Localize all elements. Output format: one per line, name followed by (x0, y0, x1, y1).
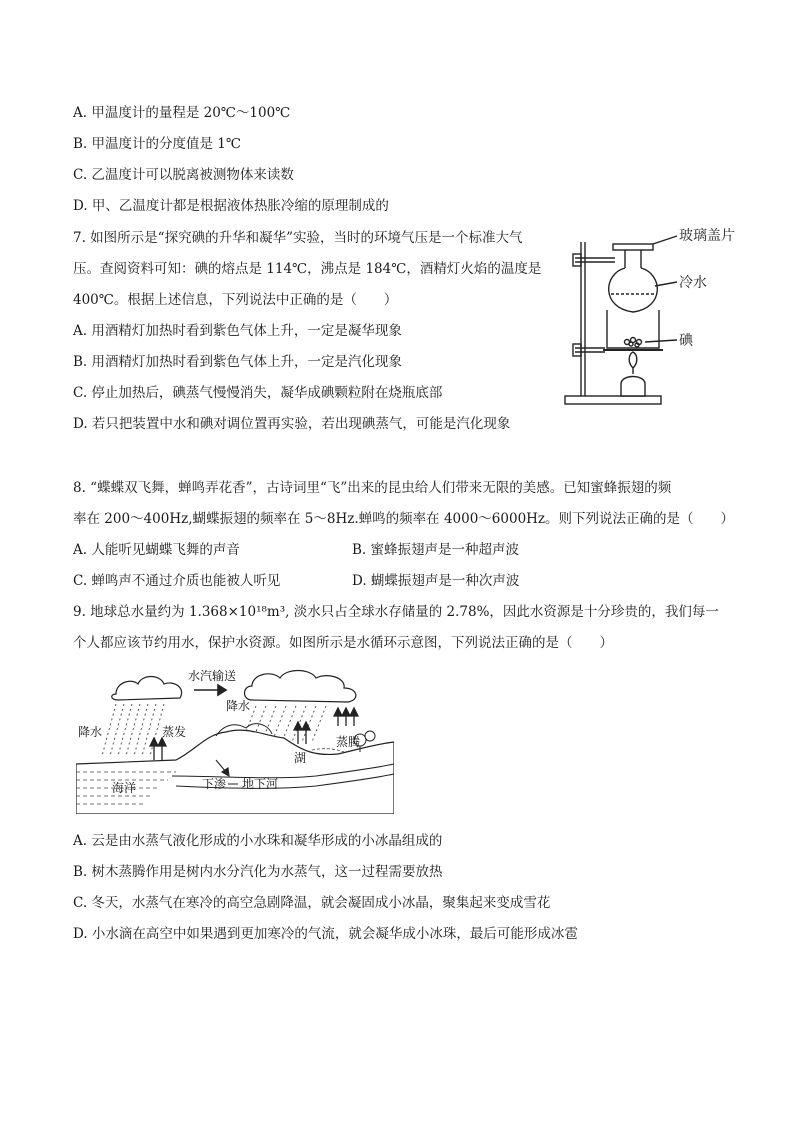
q7-stem-line-3: 400℃。根据上述信息，下列说法中正确的是（ ） (73, 292, 398, 308)
label-cold-water: 冷水 (679, 275, 707, 291)
q7-stem-line-1: 7. 如图所示是“探究碘的升华和凝华”实验，当时的环境气压是一个标准大气 (73, 230, 523, 246)
q9-option-c: C. 冬天，水蒸气在寒冷的高空急剧降温，就会凝固成小冰晶，聚集起来变成雪花 (73, 895, 551, 911)
q7-option-a: A. 用酒精灯加热时看到紫色气体上升，一定是凝华现象 (73, 323, 402, 339)
q6-option-a: A. 甲温度计的量程是 20℃～100℃ (73, 105, 291, 121)
label-iodine: 碘 (679, 333, 693, 349)
q8-stem-line-1: 8. “蝶蝶双飞舞，蝉鸣弄花香”，古诗词里“飞”出来的昆虫给人们带来无限的美感。已知蜜蜂振翅的频 (73, 480, 672, 496)
label-seepage: 下渗 (202, 777, 227, 791)
q8-option-a: A. 人能听见蝴蝶飞舞的声音 (73, 542, 240, 558)
water-cycle-figure (76, 664, 394, 814)
label-lake: 湖 (294, 751, 307, 765)
q8-option-c: C. 蝉鸣声不通过介质也能被人听见 (73, 573, 281, 589)
q7-option-c: C. 停止加热后，碘蒸气慢慢消失，凝华成碘颗粒附在烧瓶底部 (73, 385, 443, 401)
q6-option-d: D. 甲、乙温度计都是根据液体热胀冷缩的原理制成的 (73, 198, 389, 214)
q9-stem-line-1: 9. 地球总水量约为 1.368×10¹⁸m³, 淡水只占全球水存储量的 2.78%，因此水资源是十分珍贵的，我们每一 (73, 604, 719, 620)
q8-option-d: D. 蝴蝶振翅声是一种次声波 (352, 573, 520, 589)
q7-stem-line-2: 压。查阅资料可知：碘的熔点是 114℃，沸点是 184℃，酒精灯火焰的温度是 (73, 261, 542, 277)
q7-option-b: B. 用酒精灯加热时看到紫色气体上升，一定是汽化现象 (73, 354, 403, 370)
q9-option-a: A. 云是由水蒸气液化形成的小水珠和凝华形成的小冰晶组成的 (73, 833, 443, 849)
q9-stem-line-2: 个人都应该节约用水，保护水资源。如图所示是水循环示意图，下列说法正确的是（ ） (73, 635, 613, 651)
q9-option-d: D. 小水滴在高空中如果遇到更加寒冷的气流，就会凝华成小冰珠，最后可能形成冰雹 (73, 926, 578, 942)
q7-option-d: D. 若只把装置中水和碘对调位置再实验，若出现碘蒸气，可能是汽化现象 (73, 416, 511, 432)
label-precipitation-left: 降水 (78, 725, 103, 739)
label-underground-river: 地下河 (242, 777, 279, 791)
label-ocean: 海洋 (112, 781, 137, 795)
label-glass-cover: 玻璃盖片 (679, 228, 735, 244)
label-precipitation-right: 降水 (226, 699, 251, 713)
q8-option-b: B. 蜜蜂振翅声是一种超声波 (352, 542, 520, 558)
label-vapor-transport: 水汽输送 (188, 669, 237, 683)
iodine-apparatus-figure (555, 224, 755, 414)
q8-stem-line-2: 率在 200～400Hz,蝴蝶振翅的频率在 5～8Hz.蝉鸣的频率在 4000～6000Hz。则下列说法正确的是（ ） (73, 511, 735, 527)
label-evaporation: 蒸发 (162, 725, 187, 739)
q9-option-b: B. 树木蒸腾作用是树内水分汽化为水蒸气，这一过程需要放热 (73, 864, 443, 880)
label-transpiration: 蒸腾 (336, 735, 361, 749)
q6-option-b: B. 甲温度计的分度值是 1℃ (73, 136, 241, 152)
q6-option-c: C. 乙温度计可以脱离被测物体来读数 (73, 167, 294, 183)
